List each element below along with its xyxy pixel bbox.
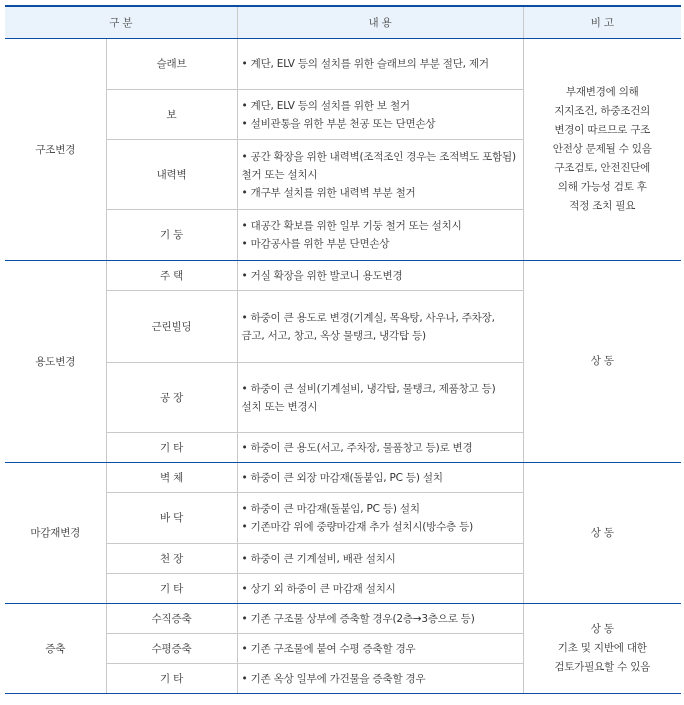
- note-line: 부재변경에 의해: [565, 86, 639, 98]
- subcategory-cell: 기 타: [106, 664, 237, 694]
- note-finish: [523, 463, 681, 604]
- note-line: 의해 가능성 검토 후: [557, 181, 647, 193]
- note-extension: [523, 604, 681, 694]
- category-extension: 증축: [5, 604, 106, 694]
- content-cell: [237, 493, 523, 544]
- content-line: • 하중이 큰 용도로 변경(기계실, 목욕탕, 사우나, 주차장,: [241, 311, 495, 324]
- content-line: • 거실 확장을 위한 발코니 용도변경: [241, 269, 403, 282]
- content-line: 설치 또는 변경시: [241, 400, 318, 413]
- subcategory-cell: 수평증축: [106, 634, 237, 664]
- header-content: 내 용: [237, 6, 523, 39]
- content-cell: [237, 634, 523, 664]
- content-cell: [237, 90, 523, 140]
- content-line: • 대공간 확보를 위한 일부 기둥 철거 또는 설치시: [241, 220, 462, 232]
- note-line: 기초 및 지반에 대한: [557, 642, 647, 654]
- table-row: [5, 463, 681, 493]
- building-change-table: [5, 5, 681, 694]
- note-line: 상 동: [590, 623, 614, 635]
- content-line: • 하중이 큰 마감재(돌붙임, PC 등) 설치: [241, 503, 420, 515]
- content-line: • 마감공사를 위한 부분 단면손상: [241, 238, 390, 250]
- subcategory-cell: 천 장: [106, 544, 237, 574]
- subcategory-cell: 기 둥: [106, 210, 237, 261]
- content-line: • 기존 옥상 일부에 가건물을 증축할 경우: [241, 672, 426, 685]
- category-finish: 마감재변경: [5, 463, 106, 604]
- subcategory-cell: 슬래브: [106, 39, 237, 90]
- content-line: • 계단, ELV 등의 설치를 위한 슬래브의 부분 절단, 제거: [241, 58, 489, 70]
- table-row: [5, 261, 681, 291]
- content-cell: [237, 140, 523, 210]
- content-cell: [237, 574, 523, 604]
- subcategory-cell: 근린빌딩: [106, 291, 237, 363]
- content-line: 금고, 서고, 창고, 옥상 물탱크, 냉각탑 등): [241, 329, 426, 342]
- subcategory-cell: 기 타: [106, 433, 237, 463]
- content-cell: [237, 39, 523, 90]
- subcategory-cell: 벽 체: [106, 463, 237, 493]
- category-structure: 구조변경: [5, 39, 106, 261]
- note-line: 상 동: [590, 526, 614, 539]
- note-line: 안전상 문제될 수 있음: [552, 143, 652, 155]
- header-category: 구 분: [5, 6, 237, 39]
- note-line: 변경이 따르므로 구조: [554, 124, 651, 136]
- table-row: [5, 604, 681, 634]
- subcategory-cell: 수직증축: [106, 604, 237, 634]
- content-cell: [237, 291, 523, 363]
- content-cell: [237, 463, 523, 493]
- header-note: 비 고: [523, 6, 681, 39]
- note-line: 검토가필요할 수 있음: [554, 661, 651, 673]
- content-line: • 기존 구조물 상부에 증축할 경우(2층→3층으로 등): [241, 612, 475, 625]
- content-line: • 공간 확장을 위한 내력벽(조적조인 경우는 조적벽도 포함됨) 철거 또는 설치시: [241, 150, 516, 181]
- content-line: • 하중이 큰 기계설비, 배관 설치시: [241, 552, 396, 565]
- note-line: 지지조건, 하중조건의: [554, 105, 651, 117]
- content-cell: [237, 664, 523, 694]
- content-cell: [237, 604, 523, 634]
- content-line: • 하중이 큰 설비(기계설비, 냉각탑, 물탱크, 제품창고 등): [241, 382, 496, 395]
- table-row: [5, 39, 681, 90]
- subcategory-cell: 바 닥: [106, 493, 237, 544]
- note-structure: [523, 39, 681, 261]
- content-line: • 기존 구조물에 붙여 수평 증축할 경우: [241, 642, 416, 655]
- subcategory-cell: 보: [106, 90, 237, 140]
- content-cell: [237, 544, 523, 574]
- content-line: • 계단, ELV 등의 설치를 위한 보 철거: [241, 99, 410, 112]
- content-cell: [237, 261, 523, 291]
- content-line: • 기존마감 위에 중량마감재 추가 설치시(방수층 등): [241, 521, 473, 533]
- content-line: • 하중이 큰 용도(서고, 주차장, 물품창고 등)로 변경: [241, 441, 473, 454]
- subcategory-cell: 주 택: [106, 261, 237, 291]
- content-line: • 개구부 설치를 위한 내력벽 부분 철거: [241, 186, 416, 199]
- category-usage: 용도변경: [5, 261, 106, 463]
- content-line: • 상기 외 하중이 큰 마감재 설치시: [241, 582, 396, 595]
- note-line: 적정 조치 필요: [569, 200, 636, 212]
- subcategory-cell: 내력벽: [106, 140, 237, 210]
- subcategory-cell: 기 타: [106, 574, 237, 604]
- content-line: • 설비관통을 위한 부분 천공 또는 단면손상: [241, 117, 436, 130]
- subcategory-cell: 공 장: [106, 363, 237, 433]
- content-line: • 하중이 큰 외장 마감재(돌붙임, PC 등) 설치: [241, 471, 443, 484]
- note-usage: [523, 261, 681, 463]
- note-line: 상 동: [590, 355, 614, 367]
- content-cell: [237, 363, 523, 433]
- note-line: 구조검토, 안전진단에: [554, 162, 651, 174]
- content-cell: [237, 210, 523, 261]
- content-cell: [237, 433, 523, 463]
- header-row: [5, 6, 681, 39]
